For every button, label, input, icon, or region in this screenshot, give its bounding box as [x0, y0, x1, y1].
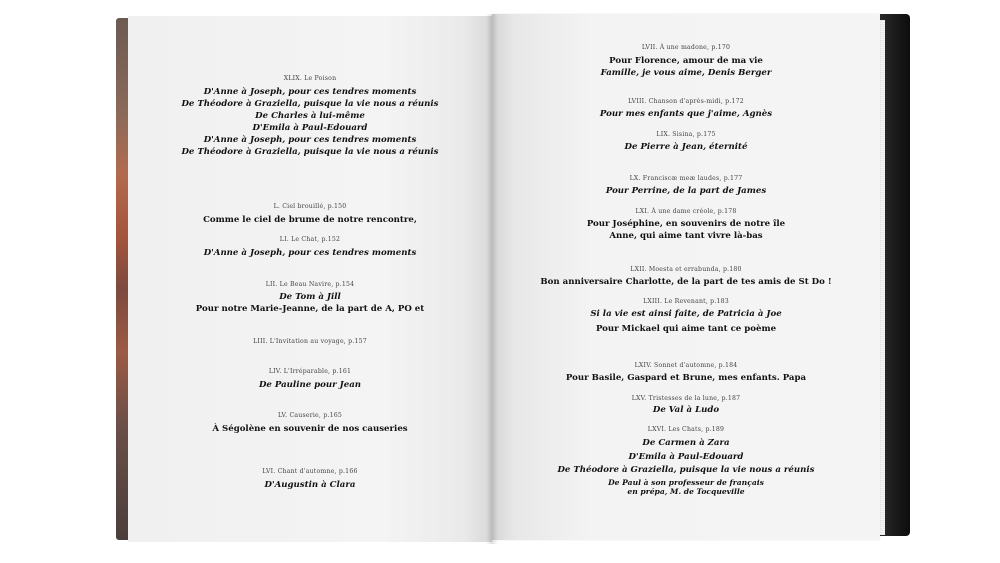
- toc-entry: [492, 43, 880, 79]
- toc-entry: [492, 361, 880, 384]
- dedication-line: D'Anne à Joseph, pour ces tendres moments: [203, 135, 417, 145]
- toc-entry: [128, 367, 492, 391]
- poem-heading: LVII. À une madone, p.170: [641, 44, 731, 51]
- toc-entry: [492, 174, 880, 197]
- toc-entry: [128, 337, 492, 346]
- dedication-line: D'Anne à Joseph, pour ces tendres moments: [203, 248, 417, 258]
- toc-entry: [128, 202, 492, 226]
- dedication-line: De Théodore à Graziella, puisque la vie nous a réunis: [557, 465, 815, 475]
- dedication-line: Pour Florence, amour de ma vie: [609, 56, 763, 66]
- dedication-line: en prépa, M. de Tocqueville: [627, 487, 745, 496]
- dedication-line: De Tom à Jill: [279, 292, 341, 302]
- toc-entry: [128, 280, 492, 315]
- dedication-line: Pour Joséphine, en souvenirs de notre île: [586, 219, 786, 229]
- toc-entry: [492, 297, 880, 335]
- poem-heading: LVIII. Chanson d'après-midi, p.172: [628, 98, 744, 105]
- dedication-line: De Pierre à Jean, éternité: [624, 142, 748, 152]
- dedication-line: De Val à Ludo: [652, 405, 720, 415]
- toc-entry: [128, 467, 492, 491]
- poem-heading: LII. Le Beau Navire, p.154: [265, 281, 355, 288]
- dedication-line: D'Emila à Paul-Edouard: [252, 123, 368, 133]
- dedication-line: D'Augustin à Clara: [264, 480, 356, 490]
- toc-entry: [492, 394, 880, 416]
- toc-entry: [128, 411, 492, 435]
- dedication-line: Comme le ciel de brume de notre rencontre,: [203, 215, 417, 225]
- dedication-line: Pour Basile, Gaspard et Brune, mes enfants. Papa: [565, 373, 807, 383]
- dedication-line: De Charles à lui-même: [255, 111, 365, 121]
- poem-heading: LXVI. Les Chats, p.189: [647, 426, 725, 433]
- dedication-line: De Théodore à Graziella, puisque la vie nous a réunis: [181, 99, 439, 109]
- toc-entry: [128, 74, 492, 158]
- poem-heading: LX. Franciscæ meæ laudes, p.177: [629, 175, 743, 182]
- dedication-line: D'Anne à Joseph, pour ces tendres moments: [203, 87, 417, 97]
- dedication-line: D'Emila à Paul-Edouard: [628, 452, 744, 462]
- poem-heading: LV. Causerie, p.165: [277, 412, 342, 419]
- dedication-line: De Carmen à Zara: [642, 438, 730, 448]
- dedication-line: Famille, je vous aime, Denis Berger: [600, 68, 772, 78]
- dedication-line: Pour mes enfants que j'aime, Agnès: [599, 109, 773, 119]
- dedication-line: Bon anniversaire Charlotte, de la part de tes amis de St Do !: [540, 277, 832, 287]
- poem-heading: LXI. À une dame créole, p.178: [635, 208, 737, 215]
- dedication-line: De Paul à son professeur de français: [608, 478, 764, 487]
- poem-heading: LIII. L'Invitation au voyage, p.157: [253, 338, 367, 345]
- dedication-line: De Pauline pour Jean: [258, 380, 362, 390]
- toc-entry: [492, 265, 880, 288]
- poem-heading: LVI. Chant d'automne, p.166: [262, 468, 358, 475]
- dedication-line: Pour notre Marie-Jeanne, de la part de A, PO et: [195, 304, 425, 314]
- poem-heading: LXIV. Sonnet d'automne, p.184: [634, 362, 738, 369]
- poem-heading: LI. Le Chat, p.152: [279, 236, 341, 243]
- toc-entry: [492, 130, 880, 153]
- poem-heading: LIV. L'Irréparable, p.161: [268, 368, 352, 375]
- dedication-line: Pour Perrine, de la part de James: [605, 186, 767, 196]
- poem-heading: XLIX. Le Poison: [283, 75, 337, 82]
- dedication-line: Anne, qui aime tant vivre là-bas: [609, 231, 763, 241]
- dedication-line: À Ségolène en souvenir de nos causeries: [212, 424, 408, 434]
- toc-entry: [492, 425, 880, 496]
- poem-heading: LIX. Sisina, p.175: [656, 131, 716, 138]
- dedication-line: Pour Mickael qui aime tant ce poème: [595, 324, 777, 334]
- poem-heading: LXV. Tristesses de la lune, p.187: [631, 395, 741, 402]
- dedication-line: De Théodore à Graziella, puisque la vie nous a réunis: [181, 147, 439, 157]
- poem-heading: LXIII. Le Revenant, p.183: [643, 298, 729, 305]
- poem-heading: LXII. Moesta et errabunda, p.180: [630, 266, 742, 273]
- toc-entry: [128, 235, 492, 259]
- poem-heading: L. Ciel brouillé, p.150: [273, 203, 347, 210]
- toc-entry: [492, 97, 880, 120]
- toc-entry: [492, 207, 880, 242]
- dedication-line: Si la vie est ainsi faite, de Patricia à Joe: [590, 309, 782, 319]
